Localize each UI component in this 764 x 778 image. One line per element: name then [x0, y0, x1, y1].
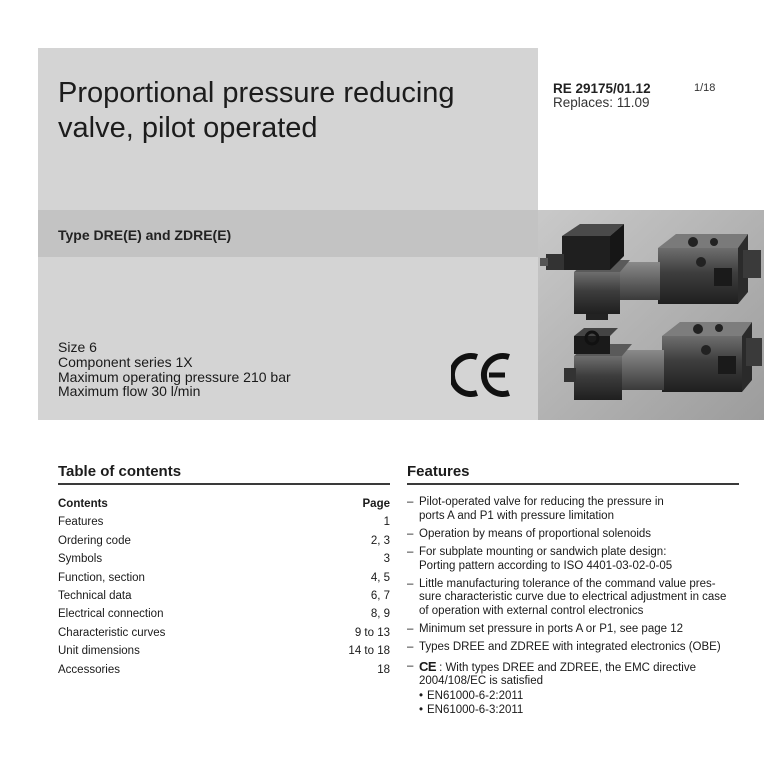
toc-col-page: Page — [362, 498, 390, 510]
toc-row-technical-data[interactable] — [58, 587, 390, 605]
feature-line: Minimum set pressure in ports A or P1, see page 12 — [419, 623, 683, 636]
toc-row-features[interactable] — [58, 513, 390, 531]
feature-line: sure characteristic curve due to electrical adjustment in case — [419, 591, 727, 604]
spec-size: Size 6 — [58, 339, 97, 355]
toc-row-page: 2, 3 — [370, 534, 390, 547]
feature-line: Types DREE and ZDREE with integrated electronics (OBE) — [419, 641, 721, 654]
table-of-contents — [58, 495, 390, 679]
product-photo — [538, 210, 764, 420]
toc-row-page: 8, 9 — [370, 608, 390, 621]
feature-line: Little manufacturing tolerance of the command value pres- — [419, 577, 716, 590]
toc-row-page: 9 to 13 — [354, 626, 390, 639]
toc-row-page: 6, 7 — [370, 589, 390, 602]
toc-row-page: 3 — [383, 553, 390, 566]
spec-max-pressure: Maximum operating pressure 210 bar — [58, 368, 291, 385]
ce-inline-icon: CE — [419, 658, 437, 674]
toc-row-symbols[interactable] — [58, 550, 390, 568]
feature-line: Porting pattern according to ISO 4401-03-02-0-05 — [419, 559, 673, 572]
feature-line — [419, 660, 742, 676]
features-divider — [407, 483, 739, 485]
type-label: Type DRE(E) and ZDRE(E) — [58, 227, 232, 243]
toc-row-accessories[interactable] — [58, 661, 390, 679]
toc-row-label: Ordering code — [58, 534, 131, 547]
page-number: 1/18 — [694, 82, 716, 94]
standard-item — [419, 704, 742, 718]
dash-marker: – — [407, 659, 414, 672]
spec-list — [58, 340, 291, 399]
feature-item — [407, 641, 742, 655]
dash-marker: – — [407, 496, 414, 508]
feature-item — [407, 546, 742, 573]
feature-line: ports A and P1 with pressure limitation — [419, 509, 614, 522]
toc-row-label: Symbols — [58, 553, 103, 566]
dash-marker: – — [407, 641, 414, 654]
feature-item — [407, 578, 742, 619]
toc-heading: Table of contents — [58, 463, 182, 480]
feature-item — [407, 528, 742, 542]
toc-row-label: Characteristic curves — [58, 626, 166, 639]
title-line-1: Proportional pressure reducing — [58, 77, 455, 109]
dash-marker: – — [407, 623, 414, 636]
document-reference: RE 29175/01.12 — [553, 81, 651, 96]
feature-item — [407, 496, 742, 523]
dash-marker: – — [407, 577, 414, 590]
toc-row-label: Function, section — [58, 571, 145, 584]
toc-row-label: Technical data — [58, 589, 132, 602]
bullet-marker: • — [419, 689, 424, 702]
toc-row-label: Features — [58, 516, 104, 529]
toc-row-characteristic-curves[interactable] — [58, 624, 390, 642]
bullet-marker: • — [419, 704, 424, 717]
toc-row-page: 4, 5 — [370, 571, 390, 584]
features-heading: Features — [407, 463, 470, 480]
replaces-note: Replaces: 11.09 — [553, 95, 650, 110]
feature-line: 2004/108/EC is satisfied — [419, 675, 544, 688]
toc-row-electrical-connection[interactable] — [58, 605, 390, 623]
standard-text: EN61000-6-2:2011 — [427, 689, 524, 702]
toc-row-label: Electrical connection — [58, 608, 164, 621]
toc-row-function-section[interactable] — [58, 569, 390, 587]
toc-row-page: 14 to 18 — [348, 645, 390, 658]
feature-item — [407, 623, 742, 637]
standard-item — [419, 690, 742, 704]
feature-line: of operation with external control electronics — [419, 604, 644, 617]
toc-row-page: 18 — [377, 663, 390, 676]
title-line-2: valve, pilot operated — [58, 112, 318, 144]
spec-max-flow: Maximum flow 30 l/min — [58, 383, 201, 400]
toc-row-label: Accessories — [58, 663, 120, 676]
feature-item-ce — [407, 660, 742, 718]
feature-line: Operation by means of proportional solenoids — [419, 527, 652, 540]
toc-divider — [58, 483, 390, 485]
standard-text: EN61000-6-3:2011 — [427, 704, 524, 717]
feature-line: Pilot-operated valve for reducing the pressure in — [419, 496, 664, 508]
toc-header-row — [58, 495, 390, 513]
toc-row-ordering-code[interactable] — [58, 532, 390, 550]
toc-row-page: 1 — [383, 516, 390, 529]
ce-mark-icon — [451, 351, 513, 399]
dash-marker: – — [407, 545, 414, 558]
toc-col-contents: Contents — [58, 498, 108, 510]
document-title — [58, 76, 528, 146]
toc-row-label: Unit dimensions — [58, 645, 140, 658]
toc-row-unit-dimensions[interactable] — [58, 642, 390, 660]
ce-directive-text: : With types DREE and ZDREE, the EMC directive — [439, 661, 696, 674]
features-list — [407, 496, 742, 722]
feature-line: For subplate mounting or sandwich plate design: — [419, 545, 667, 558]
dash-marker: – — [407, 527, 414, 540]
spec-component-series: Component series 1X — [58, 353, 193, 370]
